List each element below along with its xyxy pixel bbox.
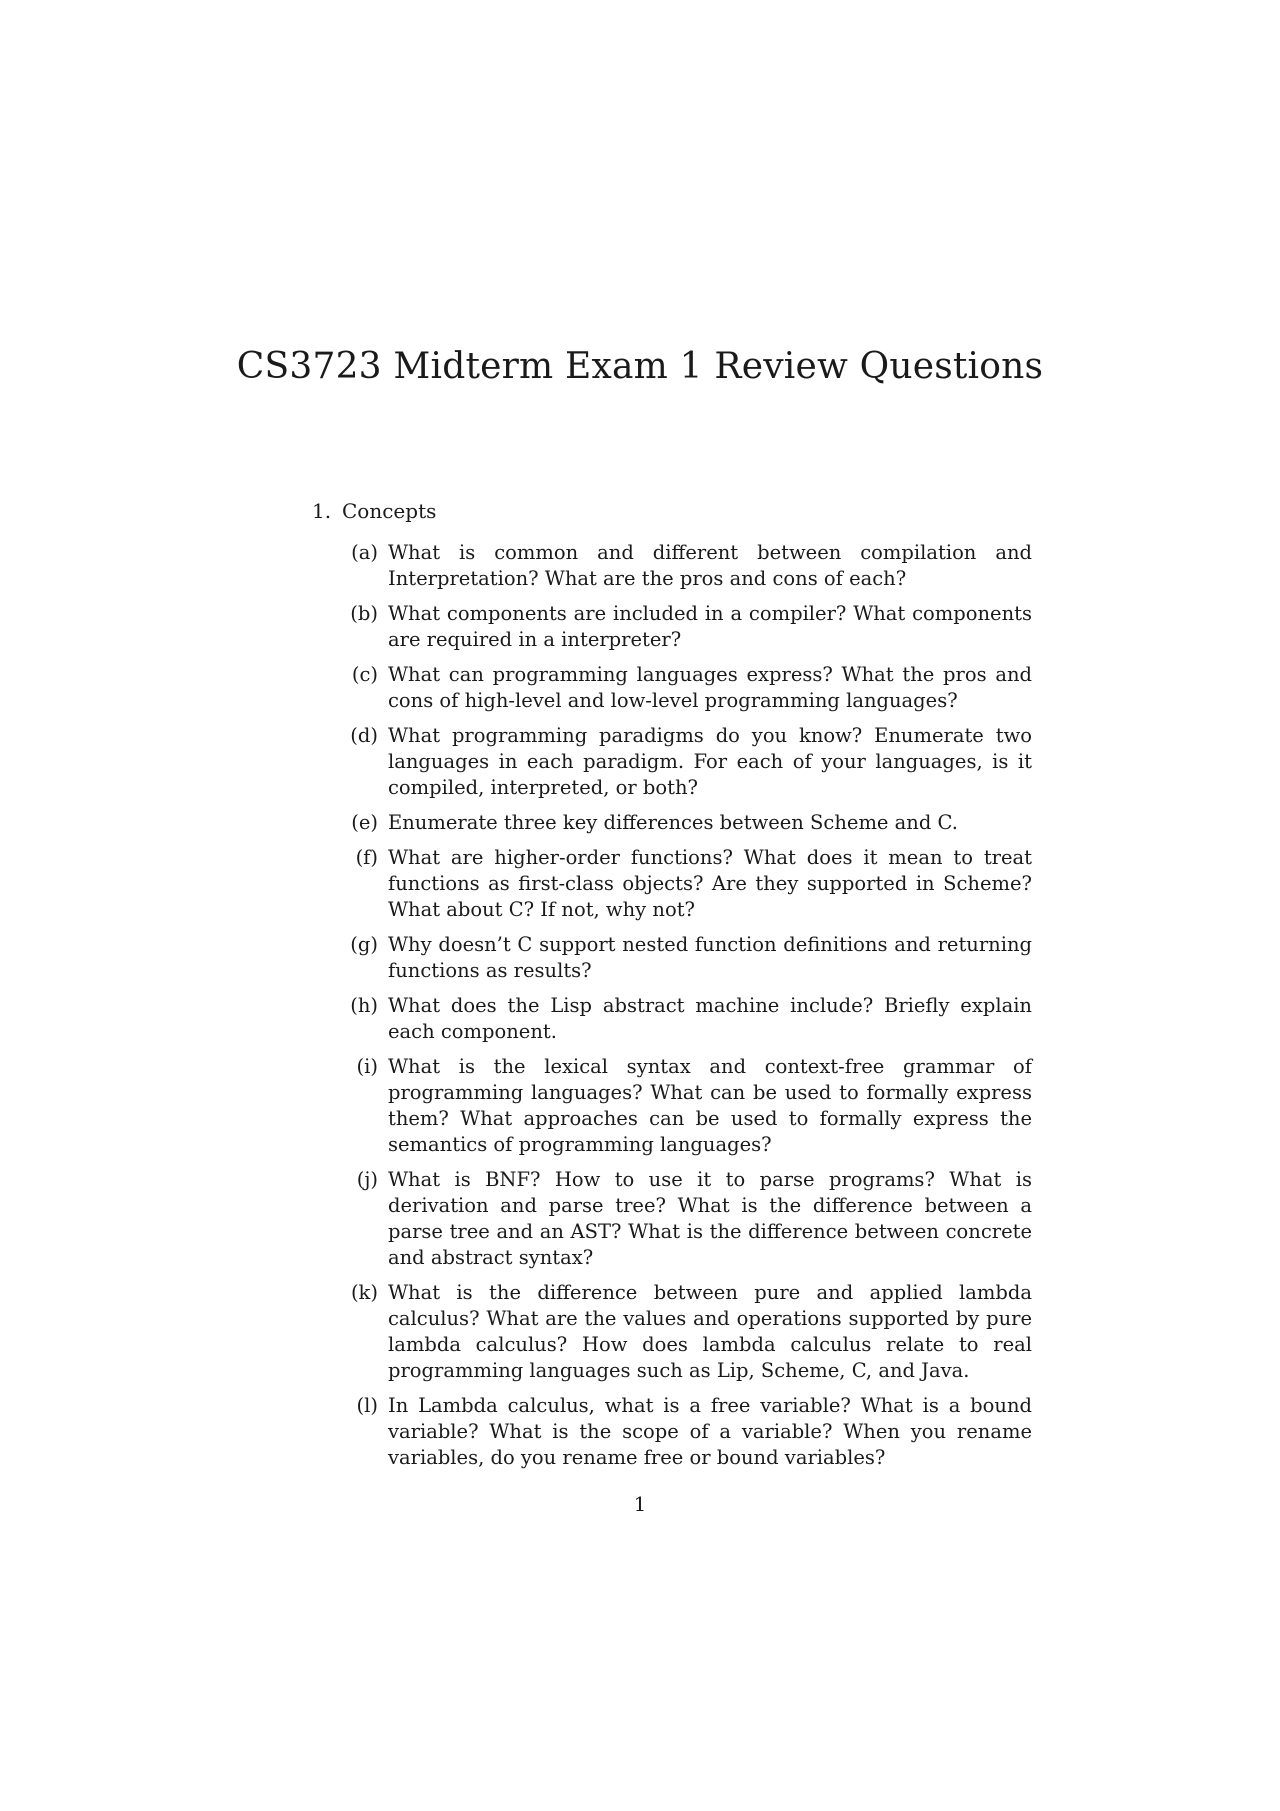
question-text: What is the lexical syntax and context-free grammar of programming languages? What can be used to formally express them? What approaches can be used to formally express the semantics of programming languages? [388, 1055, 1032, 1156]
section-title: Concepts [342, 499, 437, 523]
question-label: (h) [350, 994, 378, 1017]
question-item [312, 1393, 1032, 1471]
question-text: Why doesn’t C support nested function definitions and returning functions as results? [388, 933, 1032, 982]
question-item [312, 662, 1032, 714]
question-item [312, 601, 1032, 653]
question-label: (g) [350, 933, 378, 956]
question-text: What is BNF? How to use it to parse programs? What is derivation and parse tree? What is the difference between a parse tree and an AST? What is the difference between concrete and abstract syntax? [388, 1168, 1032, 1269]
question-item [312, 845, 1032, 923]
question-label: (j) [356, 1168, 378, 1191]
question-text: In Lambda calculus, what is a free variable? What is a bound variable? What is the scope of a variable? When you rename variables, do you rename free or bound variables? [388, 1394, 1032, 1469]
question-text: What is the difference between pure and applied lambda calculus? What are the values and operations supported by pure lambda calculus? How does lambda calculus relate to real programming languages such as Lip, Scheme, C, and Java. [388, 1281, 1032, 1382]
question-text: What does the Lisp abstract machine include? Briefly explain each component. [388, 994, 1032, 1043]
question-item [312, 540, 1032, 592]
question-label: (k) [350, 1281, 378, 1304]
question-list [312, 540, 1032, 1471]
question-text: What components are included in a compiler? What components are required in a interpreter? [388, 602, 1032, 651]
question-item [312, 1280, 1032, 1384]
section-concepts [312, 498, 1032, 1480]
question-item [312, 723, 1032, 801]
question-label: (e) [351, 811, 378, 834]
question-label: (c) [351, 663, 378, 686]
question-item [312, 932, 1032, 984]
section-number: 1. [312, 499, 332, 523]
question-item [312, 810, 1032, 836]
page-title: CS3723 Midterm Exam 1 Review Questions [236, 346, 1044, 387]
question-item [312, 993, 1032, 1045]
section-heading [312, 498, 1032, 524]
question-label: (a) [351, 541, 378, 564]
page-number: 1 [633, 1492, 647, 1516]
question-label: (l) [356, 1394, 378, 1417]
question-text: What programming paradigms do you know? Enumerate two languages in each paradigm. For each of your languages, is it compiled, interpreted, or both? [388, 724, 1032, 799]
question-label: (i) [356, 1055, 378, 1078]
question-label: (f) [355, 846, 378, 869]
question-item [312, 1167, 1032, 1271]
question-item [312, 1054, 1032, 1158]
question-text: Enumerate three key differences between Scheme and C. [388, 811, 958, 834]
question-text: What can programming languages express? What the pros and cons of high-level and low-level programming languages? [388, 663, 1032, 712]
question-text: What is common and different between compilation and Interpretation? What are the pros and cons of each? [388, 541, 1032, 590]
question-label: (d) [350, 724, 378, 747]
question-label: (b) [350, 602, 378, 625]
question-text: What are higher-order functions? What does it mean to treat functions as first-class objects? Are they supported in Scheme? What about C? If not, why not? [388, 846, 1032, 921]
